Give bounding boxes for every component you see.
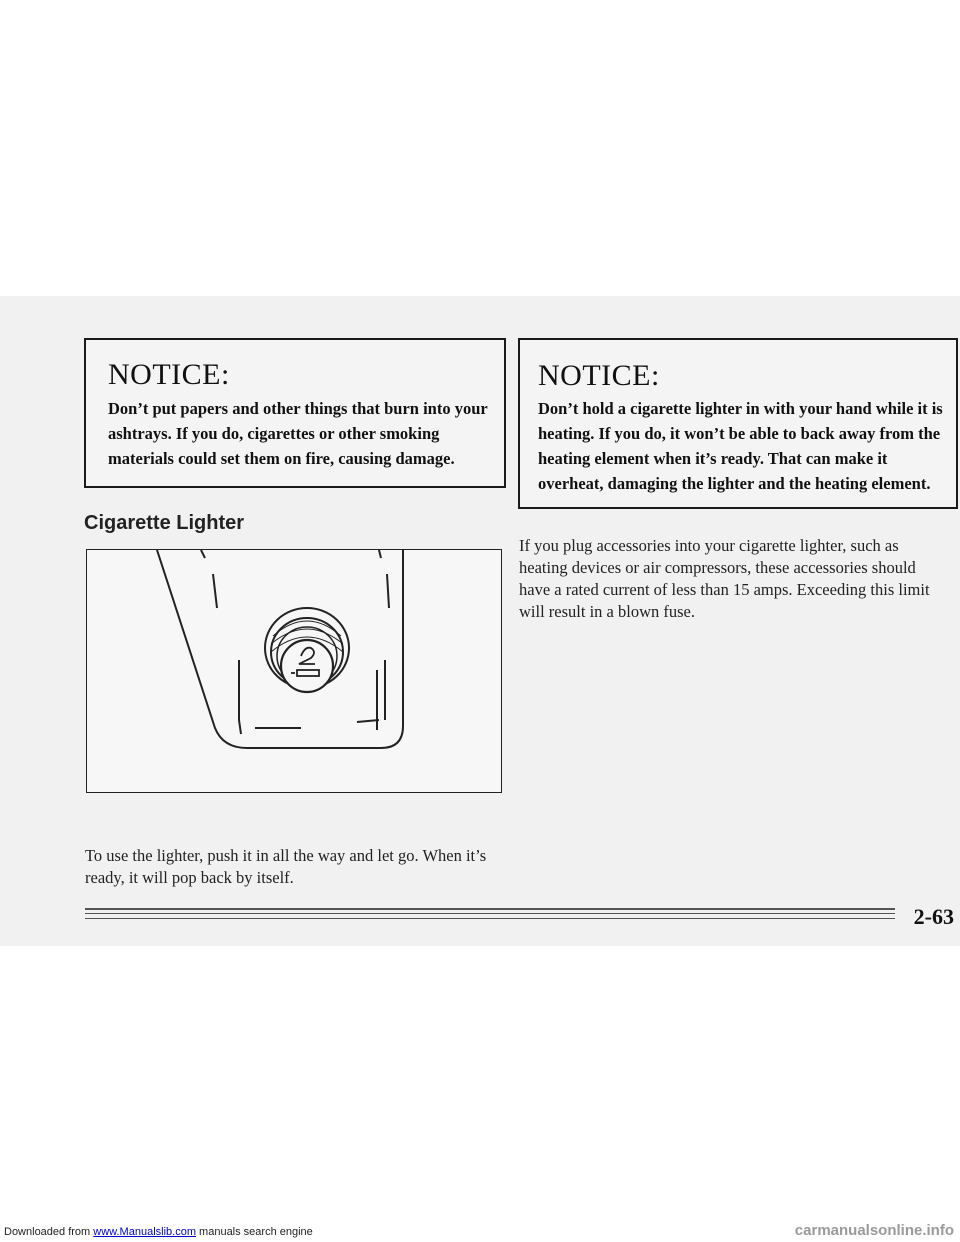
usage-instructions: To use the lighter, push it in all the way and let go. When it’s ready, it will pop back by itself. xyxy=(85,846,487,887)
footer-suffix: manuals search engine xyxy=(199,1226,313,1238)
accessories-warning: If you plug accessories into your cigarette lighter, such as heating devices or air compressors, these accessories should have a rated current of less than 15 amps. Exceeding this limit will result in a blown fuse. xyxy=(519,536,930,621)
notice-text: Don’t put papers and other things that burn into your ashtrays. If you do, cigarettes or other smoking materials could set them on fire, causing damage. xyxy=(108,399,488,468)
cigarette-lighter-illustration xyxy=(86,549,502,793)
manualslib-link[interactable]: www.Manualslib.com xyxy=(93,1226,196,1238)
notice-title: NOTICE: xyxy=(538,359,660,392)
watermark: carmanualsonline.info xyxy=(794,1222,954,1239)
footer-prefix: Downloaded from xyxy=(4,1226,91,1238)
footer-rule xyxy=(85,913,895,914)
page-number: 2-63 xyxy=(913,904,954,929)
notice-box-ashtray xyxy=(84,338,506,488)
cigarette-lighter-icon xyxy=(87,550,503,794)
manual-page xyxy=(0,296,960,946)
notice-box-lighter xyxy=(518,338,958,509)
notice-title: NOTICE: xyxy=(108,358,230,391)
footer-rule xyxy=(85,918,895,919)
section-title: Cigarette Lighter xyxy=(84,512,245,534)
notice-text: Don’t hold a cigarette lighter in with your hand while it is heating. If you do, it won’t be able to back away from the heating element when it’s ready. That can make it overheat, damaging the lighter and the heating element. xyxy=(538,399,943,493)
footer-rule xyxy=(85,908,895,910)
download-footer xyxy=(4,1226,313,1238)
